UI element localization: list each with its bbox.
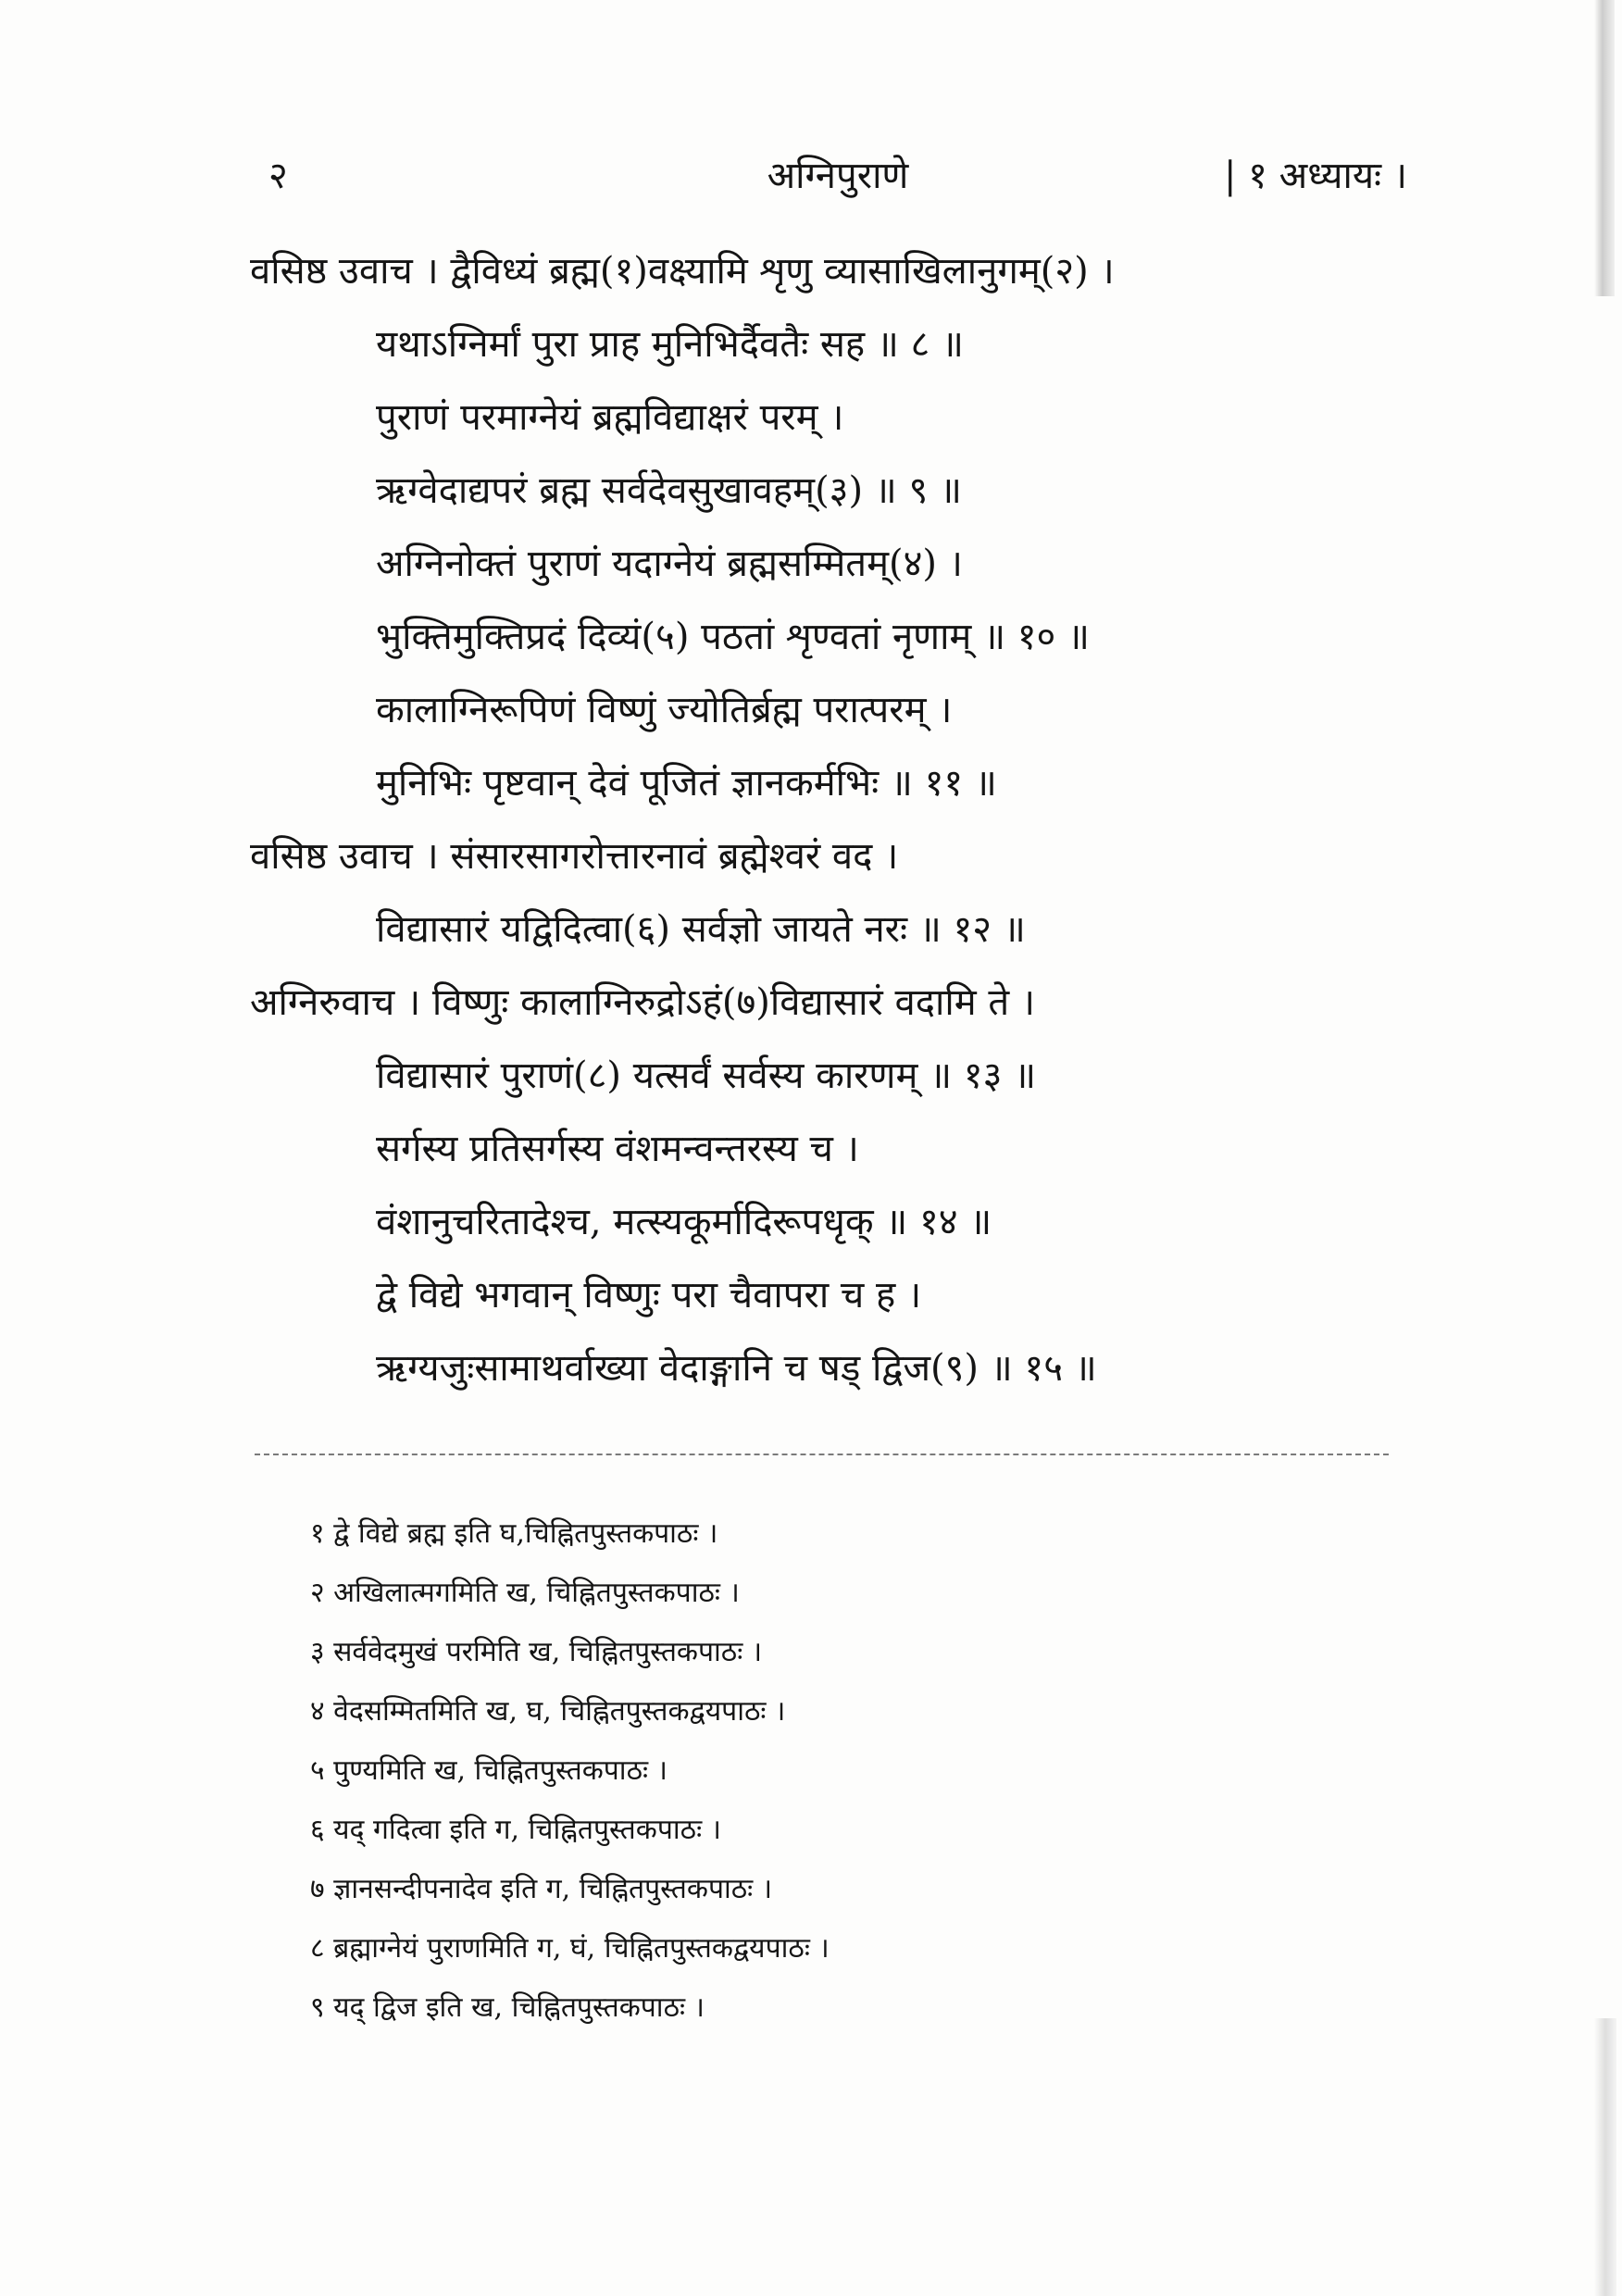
footnote-item: ९ यद् द्विज इति ख, चिह्नितपुस्तकपाठः । [310,1991,705,2024]
verse-line: ऋग्वेदाद्यपरं ब्रह्म सर्वदेवसुखावहम्(३) ॥ ९ ॥ [376,469,962,512]
footnote-item: ४ वेदसम्मितमिति ख, घ, चिह्नितपुस्तकद्वयपाठः । [310,1695,786,1728]
footnote-block [310,1514,1421,2047]
verse-line: ऋग्यजुःसामाथर्वाख्या वेदाङ्गानि च षड् द्विज(९) ॥ १५ ॥ [376,1347,1097,1390]
page-header [268,148,1407,204]
verse-line: मुनिभिः पृष्टवान् देवं पूजितं ज्ञानकर्मभिः ॥ ११ ॥ [376,762,997,805]
footnote-item: २ अखिलात्मगमिति ख, चिह्नितपुस्तकपाठः । [310,1577,740,1609]
verse-block [250,245,1454,1416]
footnote-item: ८ ब्रह्माग्नेयं पुराणमिति ग, घं, चिह्नितपुस्तकद्वयपाठः । [310,1932,830,1965]
verse-line: विद्यासारं यद्विदित्वा(६) सर्वज्ञो जायते नरः ॥ १२ ॥ [376,908,1026,951]
footnote-item: ७ ज्ञानसन्दीपनादेव इति ग, चिह्नितपुस्तकपाठः । [310,1873,773,1905]
chapter-reference: | १ अध्यायः । [1223,155,1407,197]
verse-line: वंशानुचरितादेश्च, मत्स्यकूर्मादिरूपधृक् ॥ १४ ॥ [376,1201,992,1243]
verse-line: यथाऽग्निर्मां पुरा प्राह मुनिभिर्दैवतैः सह ॥ ८ ॥ [376,323,965,366]
verse-line: अग्निनोक्तं पुराणं यदाग्नेयं ब्रह्मसम्मितम्(४) । [376,543,963,585]
footnote-item: १ द्वे विद्ये ब्रह्म इति घ,चिह्नितपुस्तकपाठः । [310,1517,718,1550]
footnote-item: ६ यद् गदित्वा इति ग, चिह्नितपुस्तकपाठः । [310,1814,722,1846]
page-number: २ [268,155,288,197]
verse-line: विद्यासारं पुराणं(८) यत्सर्वं सर्वस्य कारणम् ॥ १३ ॥ [376,1054,1037,1097]
scan-edge-shadow-bottom [1594,2018,1616,2296]
verse-line-speaker: अग्निरुवाच । विष्णुः कालाग्निरुद्रोऽहं(७)विद्यासारं वदामि ते । [250,981,1036,1024]
running-title: अग्निपुराणे [767,155,909,197]
footnote-item: ५ पुण्यमिति ख, चिह्नितपुस्तकपाठः । [310,1754,668,1787]
footnote-item: ३ सर्ववेदमुखं परमिति ख, चिह्नितपुस्तकपाठः । [310,1636,763,1668]
verse-line: पुराणं परमाग्नेयं ब्रह्मविद्याक्षरं परम् । [376,396,844,439]
footnote-separator [255,1454,1389,1455]
verse-line-speaker: वसिष्ठ उवाच । संसारसागरोत्तारनावं ब्रह्मेश्वरं वद । [250,835,899,878]
verse-line: द्वे विद्ये भगवान् विष्णुः परा चैवापरा च ह । [376,1274,922,1316]
verse-line-speaker: वसिष्ठ उवाच । द्वैविध्यं ब्रह्म(१)वक्ष्यामि शृणु व्यासाखिलानुगम्(२) । [250,250,1115,293]
verse-line: भुक्तिमुक्तिप्रदं दिव्यं(५) पठतां शृण्वतां नृणाम् ॥ १० ॥ [376,616,1091,658]
verse-line: सर्गस्य प्रतिसर्गस्य वंशमन्वन्तरस्य च । [376,1128,859,1170]
scan-edge-shadow-top [1594,0,1615,296]
verse-line: कालाग्निरूपिणं विष्णुं ज्योतिर्ब्रह्म परात्परम् । [376,689,953,731]
